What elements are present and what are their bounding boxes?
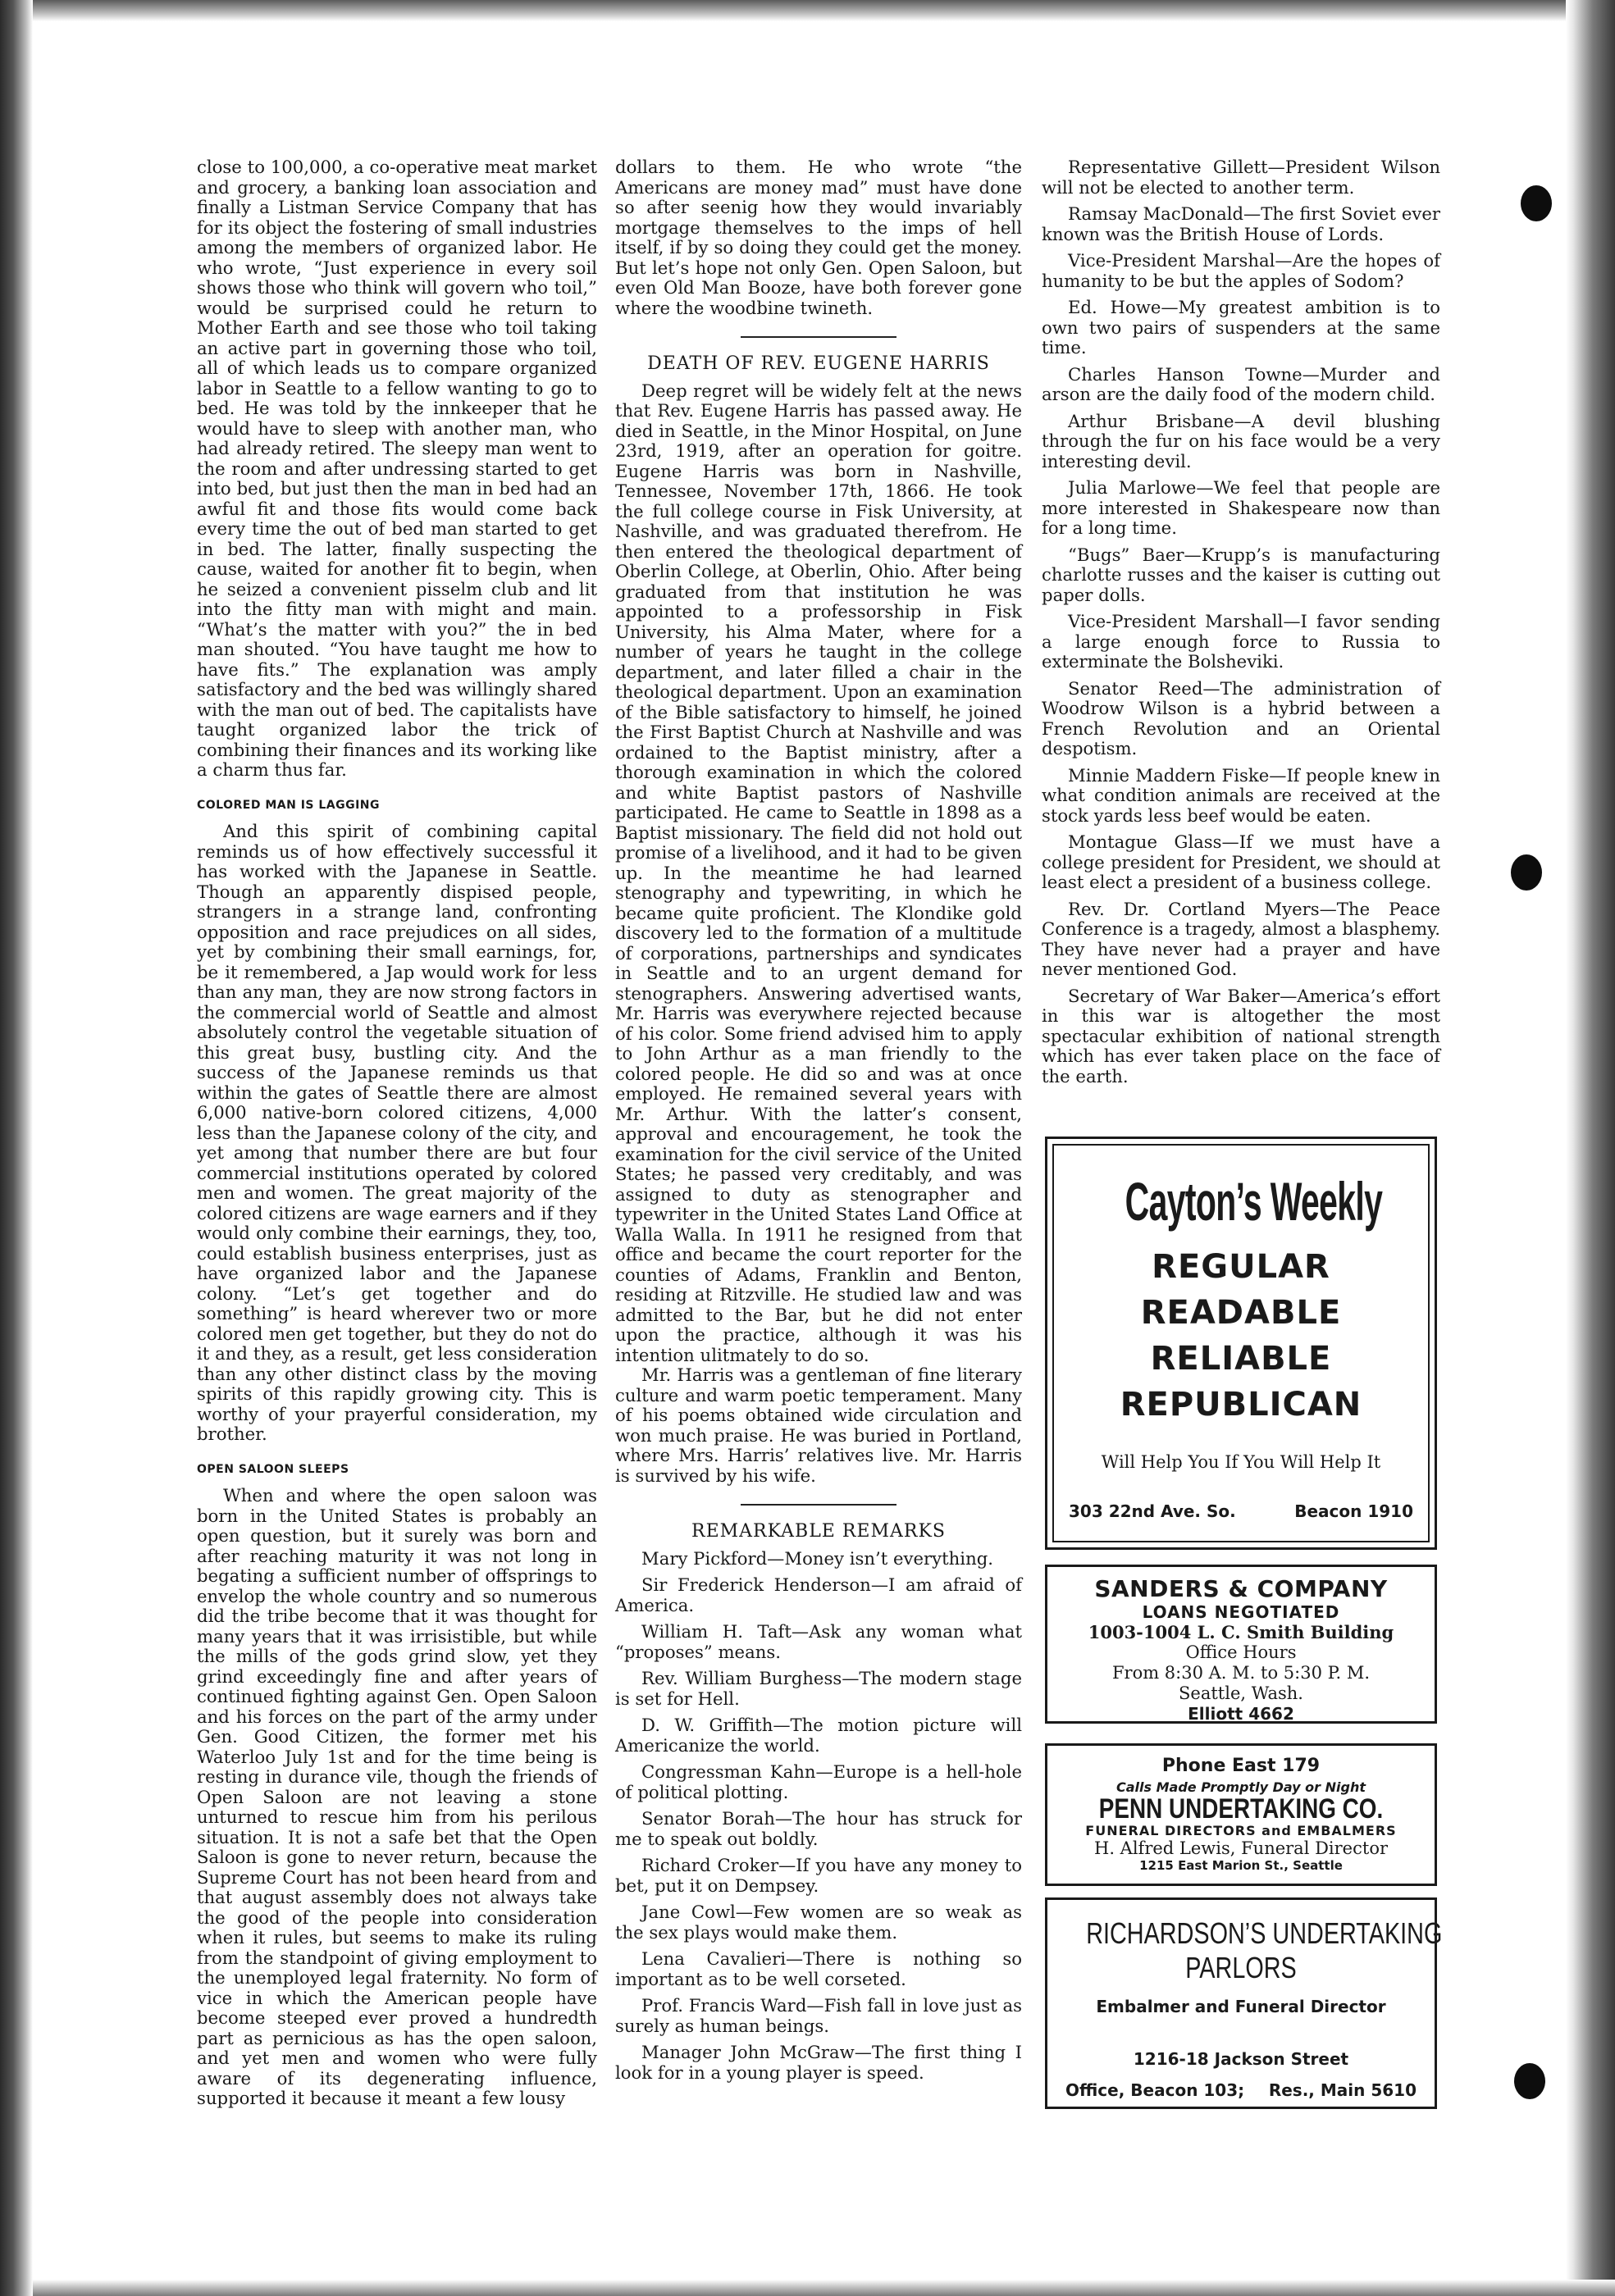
remark-item: Prof. Francis Ward—Fish fall in love just as surely as human beings. <box>615 1995 1022 2036</box>
ad-sanders-company <box>1045 1565 1437 1724</box>
ad-tagline: Calls Made Promptly Day or Night <box>1116 1779 1366 1795</box>
remark-item: Lena Cavalieri—There is nothing so important as to be well corseted. <box>615 1948 1022 1989</box>
ad-footer <box>1069 1501 1413 1521</box>
ad-slogan-line: REGULAR <box>1152 1248 1330 1286</box>
remark-item: William H. Taft—Ask any woman what “proposes” means. <box>615 1621 1022 1662</box>
ad-director: H. Alfred Lewis, Funeral Director <box>1094 1838 1388 1858</box>
ad-title: SANDERS & COMPANY <box>1094 1575 1388 1602</box>
remark-item: Congressman Kahn—Europe is a hell-hole of political plotting. <box>615 1761 1022 1802</box>
ad-address: 1215 East Marion St., Seattle <box>1139 1858 1343 1873</box>
section-rule <box>741 336 896 338</box>
ad-hours-label: Office Hours <box>1185 1642 1297 1662</box>
ad-address: 1216-18 Jackson Street <box>1133 2049 1349 2069</box>
remark-item: Richard Croker—If you have any money to bet, put it on Dempsey. <box>615 1855 1022 1896</box>
remark-item: “Bugs” Baer—Krupp’s is manufacturing charlotte russes and the kaiser is cutting out paper dolls. <box>1042 544 1440 605</box>
ad-hours: From 8:30 A. M. to 5:30 P. M. <box>1111 1663 1371 1683</box>
remark-item: Ed. Howe—My greatest ambition is to own two pairs of suspenders at the same time. <box>1042 297 1440 358</box>
ad-slogan-line: RELIABLE <box>1150 1340 1332 1378</box>
article-paragraph: Mr. Harris was a gentleman of fine literary culture and warm poetic temperament. Many of his poems obtained wide circulation and won much praise. He was buried in Portland, where Mrs. Harris’ relatives live. Mr. Harris is survived by his wife. <box>615 1364 1022 1486</box>
scan-edge-bottom <box>33 2280 1615 2296</box>
remark-item: Sir Frederick Henderson—I am afraid of America. <box>615 1574 1022 1615</box>
ad-slogan-list <box>1054 1244 1428 1428</box>
remark-item: Vice-President Marshal—Are the hopes of humanity to be but the apples of Sodom? <box>1042 250 1440 291</box>
ad-title: RICHARDSON’S UNDERTAKING <box>1086 1916 1443 1950</box>
ad-role: Embalmer and Funeral Director <box>1096 1997 1386 2016</box>
remark-item: Senator Reed—The administration of Woodrow Wilson is a hybrid between a French Revolution and an Oriental despotism. <box>1042 677 1440 758</box>
ad-slogan-line: REPUBLICAN <box>1120 1386 1362 1424</box>
remark-item: Rev. William Burghess—The modern stage is set for Hell. <box>615 1668 1022 1709</box>
ad-inner-frame <box>1052 1144 1430 1542</box>
ad-title-line2: PARLORS <box>1185 1951 1297 1984</box>
headline-death-of-harris: DEATH OF REV. EUGENE HARRIS <box>647 353 990 374</box>
ad-caytons-weekly <box>1045 1137 1437 1550</box>
ad-tagline: Will Help You If You Will Help It <box>1101 1452 1381 1472</box>
ad-phone: Beacon 1910 <box>1294 1501 1413 1521</box>
headline-remarkable-remarks: REMARKABLE REMARKS <box>691 1521 946 1542</box>
column-left <box>197 157 597 2109</box>
ad-slogan-line: READABLE <box>1140 1294 1342 1332</box>
remark-item: Jane Cowl—Few women are so weak as the sex plays would make them. <box>615 1902 1022 1943</box>
remark-item: Montague Glass—If we must have a college president for President, we should at least elect a president of a business college. <box>1042 831 1440 892</box>
punch-hole-2 <box>1511 854 1542 891</box>
ad-richardsons-undertaking <box>1045 1897 1443 2109</box>
remark-item: Secretary of War Baker—America’s effort in this war is altogether the most spectacular exhibition of national strength which has ever taken place on the face of the earth. <box>1042 985 1440 1086</box>
ad-residence-phone: Res., Main 5610 <box>1268 2080 1417 2100</box>
ad-title: PENN UNDERTAKING CO. <box>1098 1793 1384 1824</box>
ad-phone: Phone East 179 <box>1161 1756 1321 1776</box>
remark-item: Ramsay MacDonald—The first Soviet ever known was the British House of Lords. <box>1042 203 1440 244</box>
section-rule <box>741 1504 896 1506</box>
remark-item: D. W. Griffith—The motion picture will Americanize the world. <box>615 1715 1022 1756</box>
column-right <box>1042 157 1440 1093</box>
remark-item: Representative Gillett—President Wilson will not be elected to another term. <box>1042 157 1440 198</box>
scan-edge-right <box>1566 0 1615 2296</box>
ad-role: FUNERAL DIRECTORS and EMBALMERS <box>1085 1823 1397 1838</box>
article-paragraph: dollars to them. He who wrote “the Americans are money mad” must have done so after seenig how they would invariably mortgage themselves to the imps of hell itself, if by so doing they could get the money. But let’s hope not only Gen. Open Saloon, but even Old Man Booze, have both forever gone where the woodbine twineth. <box>615 157 1022 318</box>
ad-phone: Elliott 4662 <box>1188 1704 1294 1724</box>
ad-city: Seattle, Wash. <box>1179 1683 1303 1703</box>
subheading-colored-man: COLORED MAN IS LAGGING <box>197 798 381 812</box>
ad-phones <box>1065 2080 1417 2100</box>
ad-office-phone: Office, Beacon 103; <box>1065 2080 1245 2100</box>
ad-title: Cayton’s Weekly <box>1125 1171 1383 1232</box>
remark-item: Vice-President Marshall—I favor sending a large enough force to Russia to exterminate the Bolsheviki. <box>1042 611 1440 672</box>
article-paragraph: close to 100,000, a co-operative meat market and grocery, a banking loan association and finally a Listman Service Company that has for its object the fostering of small industries among the members of organized labor. He who wrote, “Just experience in every soil shows those who think will govern who toil,” would be surprised could he return to Mother Earth and see those who toil taking an active part in governing those who toil, all of which leads us to compare organized labor in Seattle to a fellow wanting to go to bed. He was told by the innkeeper that he would have to sleep with another man, who had already retired. The sleepy man went to the room and after undressing started to get into bed, but just then the man in bed had an awful fit and those fits would come back every time the out of bed man started to get in bed. The latter, finally suspecting the cause, waited for another fit to begin, when he seized a convenient pisselm club and lit into the fitty man with might and main. “What’s the matter with you?” the in bed man shouted. “You have taught me how to have fits.” The explanation was amply satisfactory and the bed was willingly shared with the man out of bed. The capitalists have taught organized labor the trick of combining their finances and its working like a charm thus far. <box>197 157 597 780</box>
punch-hole-1 <box>1521 185 1552 221</box>
remark-item: Minnie Maddern Fiske—If people knew in what condition animals are received at the stock yards less beef would be eaten. <box>1042 764 1440 826</box>
ad-address: 1003-1004 L. C. Smith Building <box>1088 1622 1394 1642</box>
remark-item: Manager John McGraw—The first thing I look for in a young player is speed. <box>615 2042 1022 2083</box>
article-paragraph: And this spirit of combining capital reminds us of how effectively successful it has worked with the Japanese in Seattle. Though an apparently dispised people, strangers in a strange land, confronting opposition and race prejudices on all sides, yet by combining their small earnings, for, be it remembered, a Jap would work for less than any man, they are now strong factors in the commercial world of Seattle and almost absolutely control the vegetable situation of this great busy, bustling city. And the success of the Japanese reminds us that within the gates of Seattle there are almost 6,000 native-born colored citizens, 4,000 less than the Japanese colony of the city, and yet among that number there are but four commercial institutions operated by colored men and women. The great majority of the colored citizens are wage earners and if they would only combine their earnings, they, too, could establish business enterprises, just as have organized labor and the Japanese colony. “Let’s get together and do something” is heard wherever two or more colored men get together, but they do not do it and they, as a result, get less consideration than any other distinct class by the moving spirits of this rapidly growing city. This is worthy of your prayerful consideration, my brother. <box>197 821 597 1444</box>
article-paragraph: Deep regret will be widely felt at the news that Rev. Eugene Harris has passed away. He died in Seattle, in the Minor Hospital, on June 23rd, 1919, after an operation for goitre. Eugene Harris was born in Nashville, Tennessee, November 17th, 1866. He took the full college course in Fisk University, at Nashville, and was graduated therefrom. He then entered the theological department of Oberlin College, at Oberlin, Ohio. After being graduated from that institution he was appointed to a professorship in Fisk University, his Alma Mater, where for a number of years he taught in the college department, and later filled a chair in the theological department. Upon an examination of the Bible satisfactory to himself, he joined the First Baptist Church at Nashville and was ordained to the Baptist ministry, after a thorough examination in which the colored and white Baptist pastors of Nashville participated. He came to Seattle in 1898 as a Baptist missionary. The field did not hold out promise of a livelihood, and it had to be given up. In the meantime he had learned stenography and typewriting, in which he became quite proficient. The Klondike gold discovery led to the formation of a multitude of corporations, partnerships and syndicates in Seattle and to an urgent demand for stenographers. Answering advertised wants, Mr. Harris was everywhere rejected because of his color. Some friend advised him to apply to John Arthur as a man friendly to the colored people. He did so and was at once employed. He remained several years with Mr. Arthur. With the latter’s consent, approval and encouragement, he took the examination for the civil service of the United States; he passed very creditably, and was assigned to duty as stenographer and typewriter in the United States Land Office at Walla Walla. In 1911 he resigned from that office and became the court reporter for the counties of Adams, Franklin and Benton, residing at Ritzville. He studied law and was admitted to the Bar, but he did not enter upon the practice, although it was his intention ulitmately to do so. <box>615 380 1022 1365</box>
scan-edge-left <box>0 0 33 2296</box>
ad-tagline: LOANS NEGOTIATED <box>1142 1602 1340 1622</box>
ad-address: 303 22nd Ave. So. <box>1069 1501 1236 1521</box>
remark-item: Charles Hanson Towne—Murder and arson are the daily food of the modern child. <box>1042 363 1440 404</box>
remark-item: Mary Pickford—Money isn’t everything. <box>641 1547 994 1569</box>
subheading-open-saloon: OPEN SALOON SLEEPS <box>197 1462 349 1476</box>
remark-item: Senator Borah—The hour has struck for me to speak out boldly. <box>615 1808 1022 1849</box>
remark-item: Arthur Brisbane—A devil blushing through the fur on his face would be a very interesting devil. <box>1042 410 1440 472</box>
article-paragraph: When and where the open saloon was born in the United States is probably an open question, but it surely was born and after reaching maturity it was not long in begating a sufficient number of offsprings to envelop the whole country and so numerous did the tribe become that it was thought for many years that it was irrisistible, but while the mills of the gods grind slow, yet they grind exceedingly fine and after years of continued fighting against Gen. Open Saloon and his forces on the part of the army under Gen. Good Citizen, the former met his Waterloo July 1st and for the time being is resting in durance vile, though the friends of Open Saloon are not leaving a stone unturned to rescue him from his perilous situation. It is not a safe bet that the Open Saloon is gone to never return, because the Supreme Court has not been heard from and that august assembly does not always take the good of the people into consideration when it rules, but seems to make its ruling from the standpoint of giving employment to the unemployed legal fraternity. No form of vice in which the American people have become steeped ever proved a hundredth part as pernicious as has the open saloon, and yet men and women who were fully aware of its degenerating influence, supported it because it meant a few lousy <box>197 1485 597 2108</box>
remark-item: Rev. Dr. Cortland Myers—The Peace Conference is a tragedy, almost a blasphemy. They have never had a prayer and have never mentioned God. <box>1042 898 1440 979</box>
scan-edge-top <box>33 0 1615 21</box>
remark-item: Julia Marlowe—We feel that people are more interested in Shakespeare now than for a long time. <box>1042 477 1440 538</box>
ad-penn-undertaking <box>1045 1743 1437 1886</box>
punch-hole-3 <box>1514 2063 1545 2099</box>
column-middle <box>615 157 1022 2089</box>
